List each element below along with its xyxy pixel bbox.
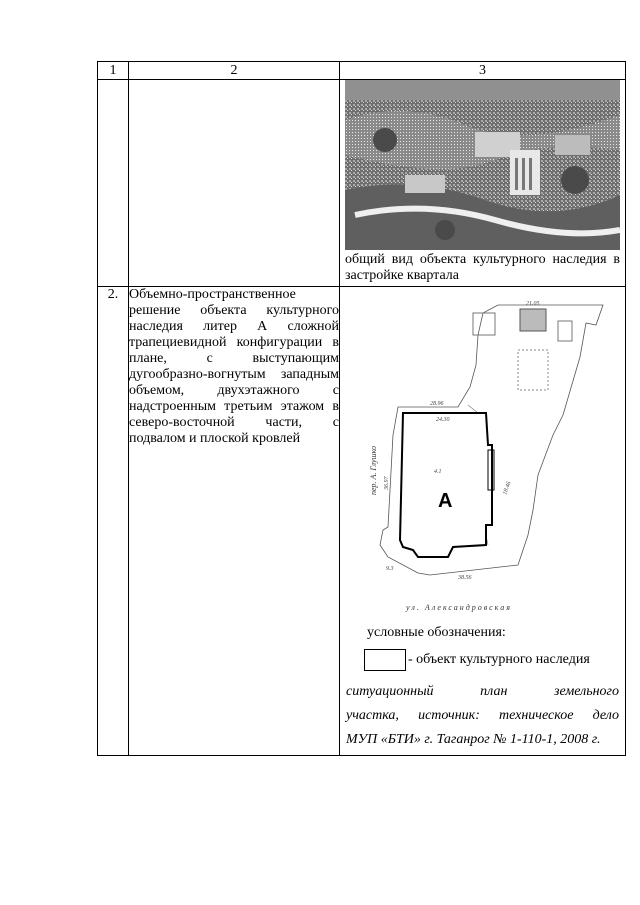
header-col-2: 2	[129, 62, 340, 80]
row2-description	[129, 287, 340, 756]
legend-item-text: - объект культурного наследия	[408, 652, 590, 667]
legend-title: условные обозначения:	[367, 625, 506, 640]
row2-number: 2.	[98, 287, 129, 756]
source-line-1: ситуационный план земельного	[346, 684, 619, 699]
building-label: А	[437, 490, 452, 512]
legend-row	[364, 649, 625, 671]
header-col-3: 3	[340, 62, 626, 80]
dim-upper: 28.96	[429, 401, 443, 407]
heritage-table	[97, 61, 626, 756]
source-line-2: участка, источник: техническое дело	[346, 708, 619, 723]
dim-top: 21.05	[525, 301, 539, 307]
row1-image-cell	[340, 80, 626, 287]
source-line-3: МУП «БТИ» г. Таганрог № 1-110-1, 2008 г.	[346, 732, 601, 747]
inner-label: 4.1	[433, 469, 441, 475]
dim-left: 36.97	[383, 476, 390, 490]
dim-inner: 24.30	[435, 417, 449, 423]
dim-bottom: 38.56	[457, 575, 471, 581]
dim-right: 18.46	[501, 480, 512, 496]
row2-plan-cell	[340, 287, 626, 756]
legend-swatch	[364, 649, 406, 671]
header-row	[98, 62, 626, 80]
street-left-label: пер. А. Глушко	[368, 446, 378, 495]
dim-corner: 9.3	[385, 566, 393, 572]
aerial-photo	[345, 80, 620, 250]
row1-number-cell	[98, 80, 129, 287]
photo-caption: общий вид объекта культурного наследия в застройке квартала	[345, 252, 620, 283]
row1-description-cell	[129, 80, 340, 287]
header-col-1: 1	[98, 62, 129, 80]
table-row-plan	[98, 287, 626, 756]
description-text: Объемно-пространственное решение объекта культурного наследия литер А сложной трапециевидной конфигурации в плане, с выступающим дугообразно-вогнутым западным объемом, двухэтажного с надстроенным третьим этажом в северо-восточной части, с подвалом и плоской кровлей	[129, 287, 339, 446]
street-bottom-label: ул. Александровская	[405, 603, 512, 612]
table-row-photo	[98, 80, 626, 287]
site-plan	[358, 295, 608, 615]
heritage-building	[400, 413, 492, 557]
